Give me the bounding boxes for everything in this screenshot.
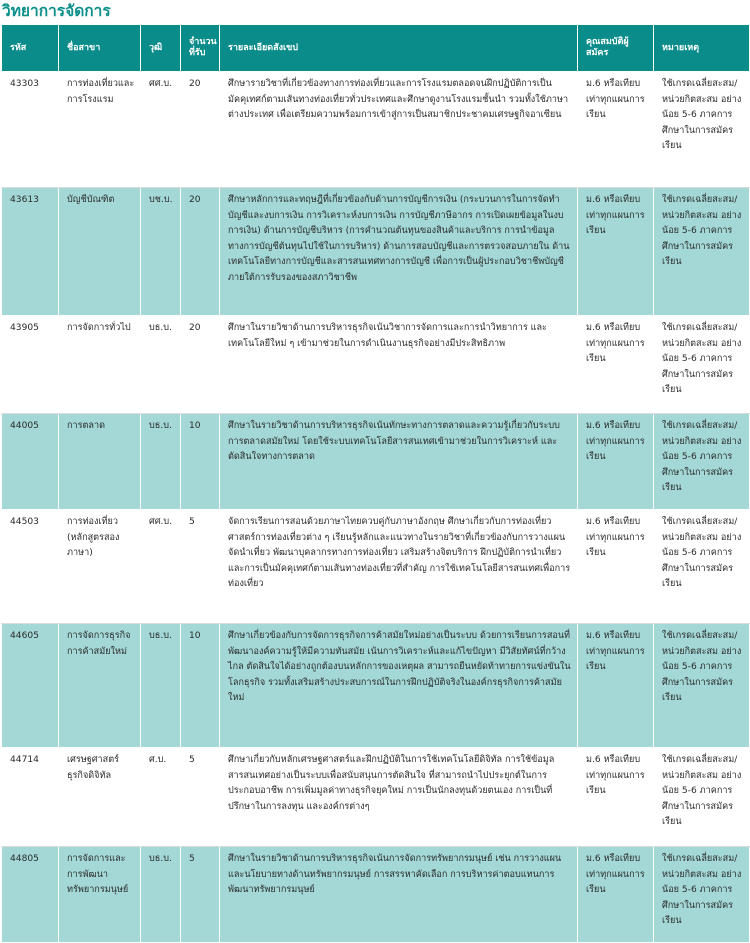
header-code: รหัส <box>2 25 59 72</box>
table-row <box>2 510 750 624</box>
cell-qualification: ม.6 หรือเทียบเท่าทุกแผนการเรียน <box>578 316 654 414</box>
cell-quota: 5 <box>181 748 220 847</box>
cell-quota: 20 <box>181 188 220 316</box>
cell-quota: 5 <box>181 847 220 943</box>
cell-note: ใช้เกรดเฉลี่ยสะสม/หน่วยกิตสะสม อย่างน้อย 5-6 ภาคการศึกษาในการสมัครเรียน <box>654 72 750 188</box>
table-row <box>2 72 750 188</box>
cell-degree: บธ.บ. <box>141 316 181 414</box>
header-description: รายละเอียดสังเขป <box>220 25 578 72</box>
cell-degree: ศศ.บ. <box>141 72 181 188</box>
cell-code: 44605 <box>2 624 59 748</box>
cell-quota: 10 <box>181 414 220 510</box>
cell-qualification: ม.6 หรือเทียบเท่าทุกแผนการเรียน <box>578 624 654 748</box>
header-qualification: คุณสมบัติผู้สมัคร <box>578 25 654 72</box>
header-quota: จำนวนที่รับ <box>181 25 220 72</box>
cell-quota: 20 <box>181 316 220 414</box>
cell-degree: ศศ.บ. <box>141 510 181 624</box>
cell-name: บัญชีบัณฑิต <box>59 188 141 316</box>
cell-note: ใช้เกรดเฉลี่ยสะสม/หน่วยกิตสะสม อย่างน้อย 5-6 ภาคการศึกษาในการสมัครเรียน <box>654 510 750 624</box>
cell-degree: บธ.บ. <box>141 624 181 748</box>
cell-qualification: ม.6 หรือเทียบเท่าทุกแผนการเรียน <box>578 847 654 943</box>
cell-description: ศึกษาในรายวิชาด้านการบริหารธุรกิจเน้นการจัดการทรัพยากรมนุษย์ เช่น การวางแผนและนโยบายทางด้านทรัพยากรมนุษย์ การสรรหาคัดเลือก การบริหารค่าตอบแทนการพัฒนาทรัพยากรมนุษย์ <box>220 847 578 943</box>
cell-code: 44005 <box>2 414 59 510</box>
header-degree: วุฒิ <box>141 25 181 72</box>
page-title: วิทยาการจัดการ <box>2 2 111 20</box>
cell-name: เศรษฐศาสตร์ธุรกิจดิจิทัล <box>59 748 141 847</box>
cell-name: การจัดการทั่วไป <box>59 316 141 414</box>
cell-quota: 5 <box>181 510 220 624</box>
cell-note: ใช้เกรดเฉลี่ยสะสม/หน่วยกิตสะสม อย่างน้อย 5-6 ภาคการศึกษาในการสมัครเรียน <box>654 847 750 943</box>
cell-degree: บธ.บ. <box>141 414 181 510</box>
cell-degree: บธ.บ. <box>141 847 181 943</box>
cell-description: ศึกษารายวิชาที่เกี่ยวข้องทางการท่องเที่ยวและการโรงแรมตลอดจนฝึกปฏิบัติการเป็นมัคคุเทศก์ตามเส้นทางท่องเที่ยวทั่วประเทศและศึกษาดูงานโรงแรมชั้นนำ รวมทั้งใช้ภาษาต่างประเทศ เพื่อเตรียมความพร้อมการเข้าสู่การเป็นสมาชิกประชาคมเศรษฐกิจอาเซียน <box>220 72 578 188</box>
cell-note: ใช้เกรดเฉลี่ยสะสม/หน่วยกิตสะสม อย่างน้อย 5-6 ภาคการศึกษาในการสมัครเรียน <box>654 748 750 847</box>
programs-table <box>1 24 750 943</box>
cell-code: 43303 <box>2 72 59 188</box>
cell-description: ศึกษาในรายวิชาด้านการบริหารธุรกิจเน้นวิชาการจัดการและการนำวิทยาการ และเทคโนโลยีใหม่ ๆ เข้ามาช่วยในการดำเนินงานธุรกิจอย่างมีประสิทธิภาพ <box>220 316 578 414</box>
table-row <box>2 624 750 748</box>
cell-name: การท่องเที่ยวและการโรงแรม <box>59 72 141 188</box>
cell-code: 44805 <box>2 847 59 943</box>
cell-name: การจัดการและการพัฒนาทรัพยากรมนุษย์ <box>59 847 141 943</box>
cell-code: 44503 <box>2 510 59 624</box>
table-row <box>2 748 750 847</box>
cell-description: จัดการเรียนการสอนด้วยภาษาไทยควบคู่กับภาษาอังกฤษ ศึกษาเกี่ยวกับการท่องเที่ยว ศาสตร์การท่องเที่ยวต่าง ๆ เรียนรู้หลักและแนวทางในรายวิชาที่เกี่ยวข้องกับการวางแผนจัดนำเที่ยว พัฒนาบุคลากรทางการท่องเที่ยว เสริมสร้างจิตบริการ ฝึกปฏิบัติการนำเที่ยวและการเป็นมัคคุเทศก์ตามเส้นทางท่องเที่ยวที่สำคัญ การใช้เทคโนโลยีสารสนเทศเพื่อการท่องเที่ยว <box>220 510 578 624</box>
cell-code: 44714 <box>2 748 59 847</box>
cell-quota: 10 <box>181 624 220 748</box>
cell-degree: ศ.บ. <box>141 748 181 847</box>
cell-qualification: ม.6 หรือเทียบเท่าทุกแผนการเรียน <box>578 72 654 188</box>
cell-qualification: ม.6 หรือเทียบเท่าทุกแผนการเรียน <box>578 510 654 624</box>
cell-note: ใช้เกรดเฉลี่ยสะสม/หน่วยกิตสะสม อย่างน้อย 5-6 ภาคการศึกษาในการสมัครเรียน <box>654 624 750 748</box>
cell-qualification: ม.6 หรือเทียบเท่าทุกแผนการเรียน <box>578 188 654 316</box>
cell-note: ใช้เกรดเฉลี่ยสะสม/หน่วยกิตสะสม อย่างน้อย 5-6 ภาคการศึกษาในการสมัครเรียน <box>654 188 750 316</box>
header-note: หมายเหตุ <box>654 25 750 72</box>
cell-code: 43613 <box>2 188 59 316</box>
table-header-row <box>2 25 750 72</box>
cell-description: ศึกษาเกี่ยวกับหลักเศรษฐศาสตร์และฝึกปฏิบัติในการใช้เทคโนโลยีดิจิทัล การใช้ข้อมูลสารสนเทศอย่างเป็นระบบเพื่อสนับสนุนการตัดสินใจ ที่สามารถนำไปประยุกต์ในการประกอบอาชีพ การเพิ่มมูลค่าทางธุรกิจยุคใหม่ การเป็นนักลงทุนด้วยตนเอง การเป็นที่ปรึกษาในการลงทุน และองค์กรต่างๆ <box>220 748 578 847</box>
cell-qualification: ม.6 หรือเทียบเท่าทุกแผนการเรียน <box>578 414 654 510</box>
cell-code: 43905 <box>2 316 59 414</box>
cell-description: ศึกษาในรายวิชาด้านการบริหารธุรกิจเน้นทักษะทางการตลาดและความรู้เกี่ยวกับระบบการตลาดสมัยใหม่ โดยใช้ระบบเทคโนโลยีสารสนเทศเข้ามาช่วยในการวิเคราะห์ และตัดสินใจทางการตลาด <box>220 414 578 510</box>
header-name: ชื่อสาขา <box>59 25 141 72</box>
cell-degree: บช.บ. <box>141 188 181 316</box>
table-row <box>2 316 750 414</box>
cell-description: ศึกษาเกี่ยวข้องกับการจัดการธุรกิจการค้าสมัยใหม่อย่างเป็นระบบ ด้วยการเรียนการสอนที่พัฒนาองค์ความรู้ให้มีความทันสมัย เน้นการวิเคราะห์และแก้ไขปัญหา มีวิสัยทัศน์ที่กว้างไกล ตัดสินใจได้อย่างถูกต้องบนหลักการของเหตุผล สามารถยืนหยัดท้าทายการแข่งขันในโลกธุรกิจ รวมทั้งเสริมสร้างประสบการณ์ในการฝึกปฏิบัติจริงในองค์กรธุรกิจการค้าสมัยใหม่ <box>220 624 578 748</box>
cell-name: การตลาด <box>59 414 141 510</box>
cell-name: การท่องเที่ยว (หลักสูตรสองภาษา) <box>59 510 141 624</box>
cell-description: ศึกษาหลักการและทฤษฎีที่เกี่ยวข้องกับด้านการบัญชีการเงิน (กระบวนการในการจัดทำบัญชีและงบการเงิน การวิเคราะห์งบการเงิน การบัญชีภาษีอากร การเปิดเผยข้อมูลในงบการเงิน) ด้านการบัญชีบริหาร (การคำนวณต้นทุนของสินค้าและบริการ การนำข้อมูลทางการบัญชีต้นทุนไปใช้ในการบริหาร) ด้านการสอบบัญชีและการตรวจสอบภายใน ด้านเทคโนโลยีทางการบัญชีและสารสนเทศทางการบัญชี เพื่อการเป็นผู้ประกอบวิชาชีพบัญชีภายใต้การรับรองของสภาวิชาชีพ <box>220 188 578 316</box>
table-row <box>2 847 750 943</box>
cell-note: ใช้เกรดเฉลี่ยสะสม/หน่วยกิตสะสม อย่างน้อย 5-6 ภาคการศึกษาในการสมัครเรียน <box>654 414 750 510</box>
cell-qualification: ม.6 หรือเทียบเท่าทุกแผนการเรียน <box>578 748 654 847</box>
table-row <box>2 414 750 510</box>
cell-name: การจัดการธุรกิจการค้าสมัยใหม่ <box>59 624 141 748</box>
cell-quota: 20 <box>181 72 220 188</box>
table-row <box>2 188 750 316</box>
cell-note: ใช้เกรดเฉลี่ยสะสม/หน่วยกิตสะสม อย่างน้อย 5-6 ภาคการศึกษาในการสมัครเรียน <box>654 316 750 414</box>
